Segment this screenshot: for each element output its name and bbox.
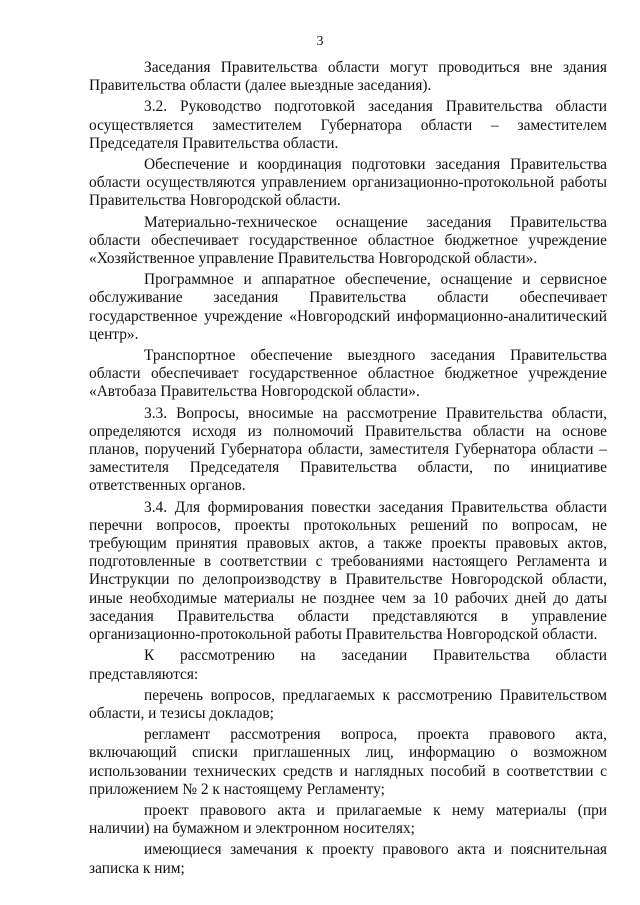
paragraph-offsite-meetings: Заседания Правительства области могут проводиться вне здания Правительства области (далее выездные заседания). [89,59,607,95]
list-item-question-list: перечень вопросов, предлагаемых к рассмотрению Правительством области, и тезисы докладов; [89,686,607,722]
list-item-regulation: регламент рассмотрения вопроса, проекта правового акта, включающий списки приглашенных лиц, информацию о возможном использовании технических средств и наглядных пособий в соответствии с приложением № 2 к настоящему Регламенту; [89,726,607,798]
list-item-draft-act: проект правового акта и прилагаемые к нему материалы (при наличии) на бумажном и электронном носителях; [89,801,607,838]
document-body [89,59,607,879]
paragraph-coordination: Обеспечение и координация подготовки заседания Правительства области осуществляются управлением организационно-протокольной работы Правительства Новгородской области. [89,156,607,210]
paragraph-3-3-questions: 3.3. Вопросы, вносимые на рассмотрение Правительства области, определяются исходя из полномочий Правительства области на основе планов, поручений Губернатора области, заместителя Губернатора области – заместителя Председателя Правительства области, по инициативе ответственных органов. [89,404,607,495]
paragraph-3-4-agenda: 3.4. Для формирования повестки заседания Правительства области перечни вопросов, проекты протокольных решений по вопросам, не требующим принятия правовых актов, а также проекты правовых актов, подготовленные в соответствии с требованиями настоящего Регламента и Инструкции по делопроизводству в Правительстве Новгородской области, иные необходимые материалы не позднее чем за 10 рабочих дней до даты заседания Правительства области представляются в управление организационно-протокольной работы Правительства Новгородской области. [89,498,607,644]
paragraph-3-2-leadership: 3.2. Руководство подготовкой заседания Правительства области осуществляется заместителем Губернатора области – заместителем Председателя Правительства области. [89,98,607,152]
page-number: 3 [316,34,324,49]
paragraph-software-support: Программное и аппаратное обеспечение, оснащение и сервисное обслуживание заседания Правительства области обеспечивает государственное учреждение «Новгородский информационно-аналитический центр». [89,271,607,343]
list-item-remarks: имеющиеся замечания к проекту правового акта и пояснительная записка к ним; [89,841,607,877]
paragraph-submitted-materials: К рассмотрению на заседании Правительства области представляются: [89,647,607,683]
paragraph-transport-support: Транспортное обеспечение выездного заседания Правительства области обеспечивает государственное областное бюджетное учреждение «Автобаза Правительства Новгородской области». [89,347,607,401]
paragraph-material-support: Материально-техническое оснащение заседания Правительства области обеспечивает государственное областное бюджетное учреждение «Хозяйственное управление Правительства Новгородской области». [89,213,607,268]
